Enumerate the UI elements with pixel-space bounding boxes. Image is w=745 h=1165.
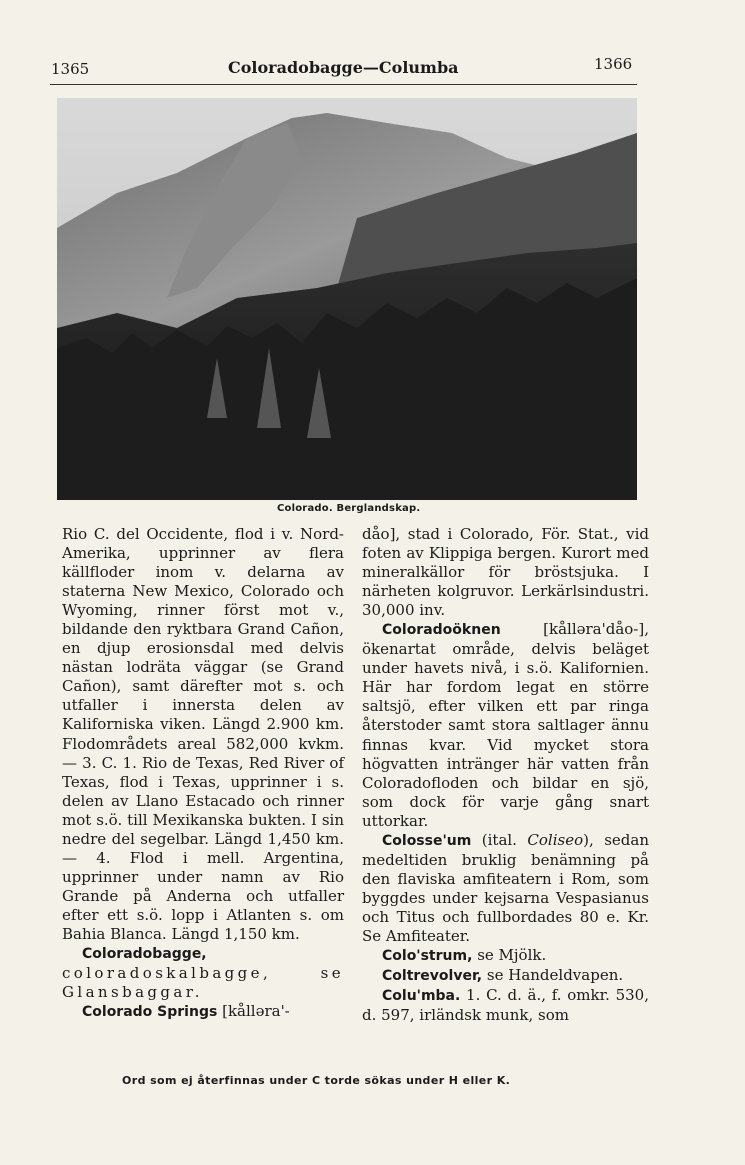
entry-text: 1. C. d. ä., f. omkr. 530, d. 597, irländsk munk, som: [362, 986, 649, 1025]
entry-text: se Mjölk.: [477, 946, 547, 965]
entry-italic-term: Coliseo: [527, 830, 584, 849]
entry-colosseum: [362, 831, 649, 946]
headword: Coloradobagge,: [82, 946, 207, 963]
entry-coltrevolver: [362, 966, 649, 986]
photo-caption: Colorado. Berglandskap.: [277, 503, 421, 514]
headword: Colosse'um: [382, 832, 472, 849]
colorado-springs-continued: dåo], stad i Colorado, För. Stat., vid foten av Klippiga bergen. Kurort med mineralkällor för bröstsjuka. I närheten kolgruvor. Lerkärlsindustri. 30,000 inv.: [362, 525, 649, 620]
headword: Colorado Springs: [82, 1004, 218, 1021]
entry-colostrum: [362, 946, 649, 966]
mountain-landscape-photo: [57, 98, 637, 500]
entry-text: [kålləra'-: [222, 1002, 290, 1021]
entry-columba: [362, 986, 649, 1025]
left-text-column: [62, 525, 344, 1022]
entry-text: se Handeldvapen.: [486, 966, 624, 985]
entry-coloradooknen: [362, 620, 649, 831]
footer-note: Ord som ej återfinnas under C torde sökas under H eller K.: [122, 1074, 511, 1087]
header-rule: [50, 84, 637, 85]
headword: Colu'mba.: [382, 988, 461, 1005]
entry-text: (ital.: [481, 830, 517, 849]
running-title: Coloradobagge—Columba: [228, 58, 459, 77]
right-text-column: [362, 525, 649, 1025]
entry-text: ), sedan medeltiden bruklig benämning på den flaviska amfiteatern i Rom, som byggdes under kejsarna Vespasianus och Titus och fullbordades 80 e. Kr. Se Amfiteater.: [362, 830, 649, 945]
entry-coloradobagge: [62, 944, 344, 1002]
entry-colorado-springs: [62, 1002, 344, 1022]
entry-text: [kålləra'dåo-], ökenartat område, delvis beläget under havets nivå, i s.ö. Kalifornien. Här har fordom legat en större saltsjö, efter vilken ett par ringa återstoder samt stora saltlager ännu finnas kvar. Vid mycket stora högvatten intränger här vatten från Coloradofloden och bildar en sjö, som dock för varje gång snart uttorkar.: [362, 620, 649, 830]
colorado-entry-continued: Rio C. del Occidente, flod i v. Nord-Amerika, upprinner av flera källfloder inom v. delarna av staterna New Mexico, Colorado och Wyoming, rinner först mot v., bildande den ryktbara Grand Cañon, en djup erosionsdal med delvis nästan lodräta väggar (se Grand Cañon), samt därefter mot s. och utfaller i innersta delen av Kaliforniska viken. Längd 2.900 km. Flodområdets areal 582,000 kvkm. — 3. C. 1. Rio de Texas, Red River of Texas, flod i Texas, upprinner i s. delen av Llano Estacado och rinner mot s.ö. till Mexikanska bukten. I sin nedre del segelbar. Längd 1,450 km. — 4. Flod i mell. Argentina, upprinner under namn av Rio Grande på Anderna och utfaller efter ett s.ö. lopp i Atlanten s. om Bahia Blanca. Längd 1,150 km.: [62, 525, 344, 943]
right-page-number: 1366: [594, 55, 633, 73]
entry-text: coloradoskalbagge, se Glansbaggar.: [62, 964, 344, 1002]
headword: Colo'strum,: [382, 948, 473, 965]
headword: Coloradoöknen: [382, 622, 501, 639]
left-page-number: 1365: [51, 60, 90, 78]
headword: Coltrevolver,: [382, 968, 483, 985]
